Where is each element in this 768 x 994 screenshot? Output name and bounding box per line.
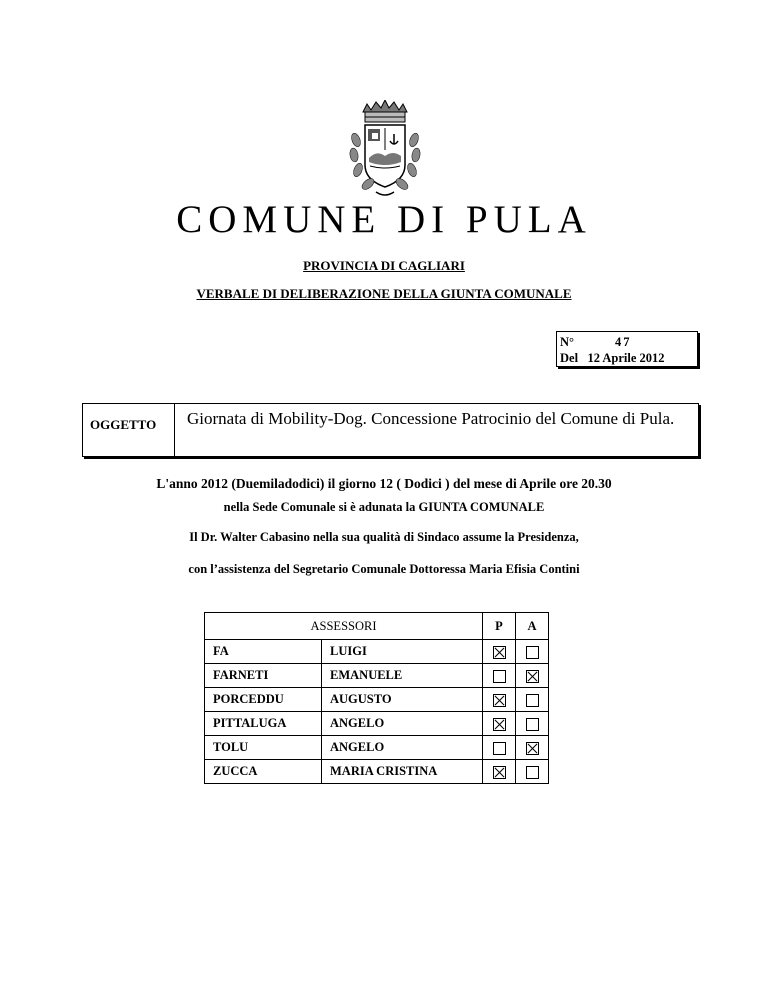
absent-checkbox[interactable]	[526, 766, 539, 779]
present-checkbox[interactable]	[493, 766, 506, 779]
secretary-line: con l’assistenza del Segretario Comunale Dottoressa Maria Efisia Contini	[188, 562, 580, 576]
absent-checkbox[interactable]	[526, 646, 539, 659]
present-checkbox[interactable]	[493, 646, 506, 659]
document-type-heading: VERBALE DI DELIBERAZIONE DELLA GIUNTA COMUNALE	[196, 286, 572, 301]
present-checkbox[interactable]	[493, 670, 506, 683]
absent-column-header: A	[516, 613, 549, 640]
absent-cell	[516, 736, 549, 760]
date-value: 12 Aprile 2012	[587, 351, 665, 365]
assessore-surname: ZUCCA	[205, 760, 322, 784]
assessore-name: LUIGI	[322, 640, 483, 664]
assessore-surname: PITTALUGA	[205, 712, 322, 736]
table-row	[205, 664, 549, 688]
assessori-table	[204, 612, 549, 784]
absent-cell	[516, 640, 549, 664]
table-header-row	[205, 613, 549, 640]
absent-cell	[516, 664, 549, 688]
number-value: 47	[615, 335, 632, 349]
present-column-header: P	[483, 613, 516, 640]
assessore-name: ANGELO	[322, 712, 483, 736]
present-checkbox[interactable]	[493, 694, 506, 707]
present-cell	[483, 712, 516, 736]
present-cell	[483, 736, 516, 760]
absent-checkbox[interactable]	[526, 670, 539, 683]
present-cell	[483, 664, 516, 688]
absent-checkbox[interactable]	[526, 718, 539, 731]
town-title: COMUNE DI PULA	[176, 198, 592, 241]
table-row	[205, 736, 549, 760]
assessore-name: MARIA CRISTINA	[322, 760, 483, 784]
assessore-surname: PORCEDDU	[205, 688, 322, 712]
date-label: Del	[560, 351, 579, 365]
absent-checkbox[interactable]	[526, 694, 539, 707]
absent-cell	[516, 760, 549, 784]
province-heading: PROVINCIA DI CAGLIARI	[303, 258, 465, 273]
assessore-surname: TOLU	[205, 736, 322, 760]
present-cell	[483, 688, 516, 712]
table-row	[205, 760, 549, 784]
absent-cell	[516, 712, 549, 736]
date-line	[560, 351, 665, 366]
president-line: Il Dr. Walter Cabasino nella sua qualità di Sindaco assume la Presidenza,	[189, 530, 579, 544]
assessore-surname: FARNETI	[205, 664, 322, 688]
assessori-header: ASSESSORI	[205, 613, 483, 640]
assessore-surname: FA	[205, 640, 322, 664]
table-row	[205, 640, 549, 664]
coat-of-arms-logo	[332, 100, 438, 200]
table-row	[205, 712, 549, 736]
assessore-name: EMANUELE	[322, 664, 483, 688]
assessore-name: AUGUSTO	[322, 688, 483, 712]
subject-text: Giornata di Mobility-Dog. Concessione Patrocinio del Comune di Pula.	[187, 409, 675, 428]
meeting-date-line: L'anno 2012 (Duemiladodici) il giorno 12 ( Dodici ) del mese di Aprile ore 20.30	[156, 476, 612, 491]
absent-checkbox[interactable]	[526, 742, 539, 755]
subject-label: OGGETTO	[83, 404, 175, 456]
subject-box	[82, 403, 699, 457]
present-checkbox[interactable]	[493, 718, 506, 731]
number-label: N°	[560, 335, 575, 349]
present-cell	[483, 760, 516, 784]
assessore-name: ANGELO	[322, 736, 483, 760]
table-row	[205, 688, 549, 712]
absent-cell	[516, 688, 549, 712]
deliberation-number-box	[556, 331, 698, 367]
present-cell	[483, 640, 516, 664]
present-checkbox[interactable]	[493, 742, 506, 755]
meeting-place-line: nella Sede Comunale si è adunata la GIUNTA COMUNALE	[223, 500, 545, 514]
